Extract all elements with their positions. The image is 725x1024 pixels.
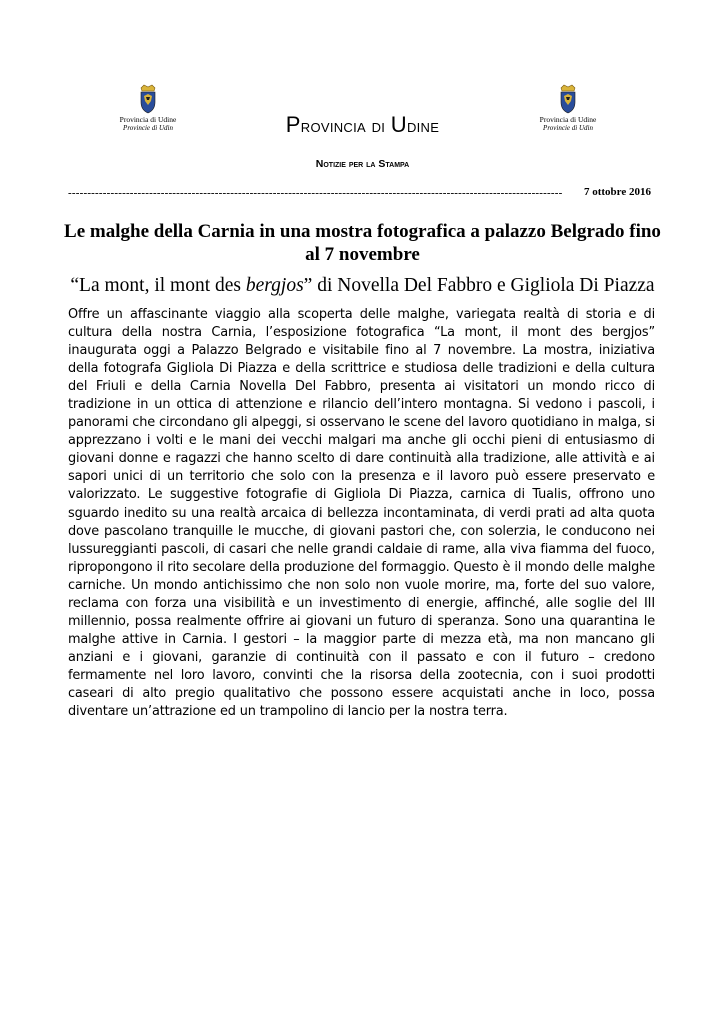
article-body: Offre un affascinante viaggio alla scoperta delle malghe, variegata realtà di storia e di cultura della nostra Carnia, l’esposizione fotografica “La mont, il mont des bergjos” inaugurata oggi a Palazzo Belgrado e visitabile fino al 7 novembre. La mostra, iniziativa della fotografa Gigliola Di Piazza e della scrittrice e studiosa delle tradizioni e della cultura del Friuli e della Carnia Novella Del Fabbro, presenta ai visitatori un mondo ricco di tradizione in un ottica di attenzione e rilancio dell’intero montagna. Si vedono i pascoli, i panorami che circondano gli alpeggi, si osservano le scene del lavoro quotidiano in malga, si apprezzano i volti e le mani dei vecchi malgari ma anche gli occhi pieni di entusiasmo di giovani donne e ragazzi che hanno scelto di dare continuità alla tradizione, alle attività e ai sapori unici di un territorio che solo con la presenza e il lavoro può essere preservato e valorizzato. Le suggestive fotografie di Gigliola Di Piazza, carnica di Tualis, offrono uno sguardo inedito su una realtà arcaica di bellezza incontaminata, di verdi prati ad alta quota dove pascolano tranquille le mucche, di giovani pastori che, con solerzia, le conducono nei lussureggianti pascoli, di casari che nelle grandi caldaie di rame, alla viva fiamma del fuoco, ripropongono il rito secolare della produzione del formaggio. Questo è il mondo delle malghe carniche. Un mondo antichissimo che non solo non vuole morire, ma, forte del suo valore, reclama con forza una visibilità e un investimento di energie, affinché, alle soglie del III millennio, possa realmente offrire ai giovani un futuro di speranza. Sono una quarantina le malghe attive in Carnia. I gestori – la maggior parte di mezza età, ma non mancano gli anziani e i giovani, garanzie di continuità con il passato e con il futuro – credono fermamente nel loro lavoro, convinti che la risorsa della zootecnia, con i suoi prodotti caseari di alto pregio qualitativo che possono essere acquistati anche in loco, possa diventare un’attrazione ed un trampolino di lancio per la nostra terra. bbox=[68, 307, 655, 720]
subtitle-end: ” di Novella Del Fabbro e Gigliola Di Piazza bbox=[303, 275, 655, 296]
org-title-part2: Udine bbox=[390, 112, 440, 137]
org-title-part1: Provincia di bbox=[285, 112, 391, 137]
dashes: -------------------------------------------------------------------------------------------------------------------------------- bbox=[68, 187, 563, 199]
subtitle-start: “La mont, il mont des bbox=[70, 275, 246, 296]
article-headline: Le malghe della Carnia in una mostra fotografica a palazzo Belgrado fino al 7 novembre bbox=[64, 221, 661, 265]
article-subtitle bbox=[40, 274, 685, 298]
logo-caption-friulian: Provincie di Udin bbox=[543, 124, 593, 132]
logo-caption-italian: Provincia di Udine bbox=[119, 115, 177, 124]
coat-of-arms-icon bbox=[138, 84, 158, 114]
logo-caption-italian: Provincia di Udine bbox=[539, 115, 597, 124]
org-title bbox=[0, 112, 725, 138]
subtitle-italic: bergjos bbox=[245, 275, 304, 296]
logo-caption-friulian: Provincie di Udin bbox=[123, 124, 173, 132]
dashed-separator bbox=[68, 186, 653, 200]
release-date: 7 ottobre 2016 bbox=[583, 186, 651, 198]
coat-of-arms-icon bbox=[558, 84, 578, 114]
section-label: Notizie per la Stampa bbox=[315, 158, 410, 170]
